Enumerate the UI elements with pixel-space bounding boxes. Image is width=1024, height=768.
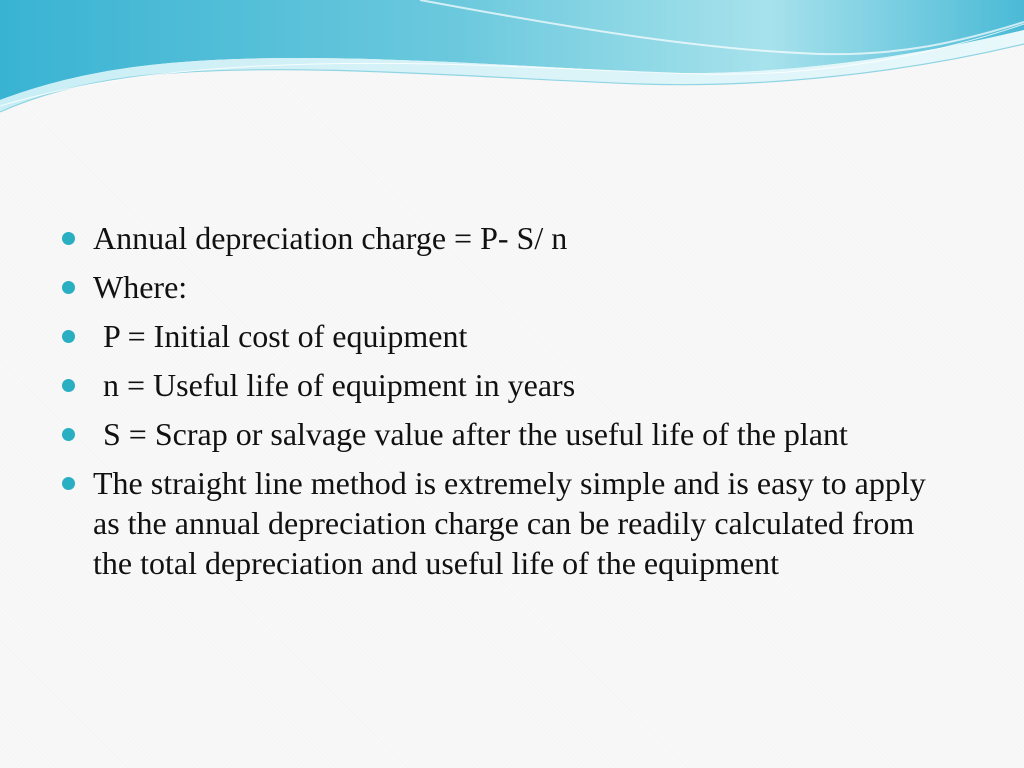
bullet-text: Where: (93, 269, 188, 305)
bullet-dot-icon (62, 379, 75, 392)
bullet-text: S = Scrap or salvage value after the useful life of the plant (103, 416, 848, 452)
header-wave-decoration (0, 0, 1024, 130)
bullet-text: n = Useful life of equipment in years (103, 367, 576, 403)
bullet-dot-icon (62, 428, 75, 441)
bullet-item-where (60, 267, 960, 307)
bullet-item-useful-life (60, 365, 960, 405)
bullet-dot-icon (62, 232, 75, 245)
bullet-item-formula (60, 218, 960, 258)
bullet-text: Annual depreciation charge = P- S/ n (93, 220, 568, 256)
bullet-list (60, 218, 960, 592)
bullet-dot-icon (62, 477, 75, 490)
bullet-dot-icon (62, 281, 75, 294)
bullet-dot-icon (62, 330, 75, 343)
bullet-item-scrap-value (60, 414, 960, 454)
bullet-text: P = Initial cost of equipment (103, 318, 468, 354)
bullet-item-straight-line (60, 463, 960, 583)
bullet-item-initial-cost (60, 316, 960, 356)
bullet-text: The straight line method is extremely simple and is easy to apply as the annual depreciation charge can be readily calculated from the total depreciation and useful life of the equipment (93, 465, 926, 581)
